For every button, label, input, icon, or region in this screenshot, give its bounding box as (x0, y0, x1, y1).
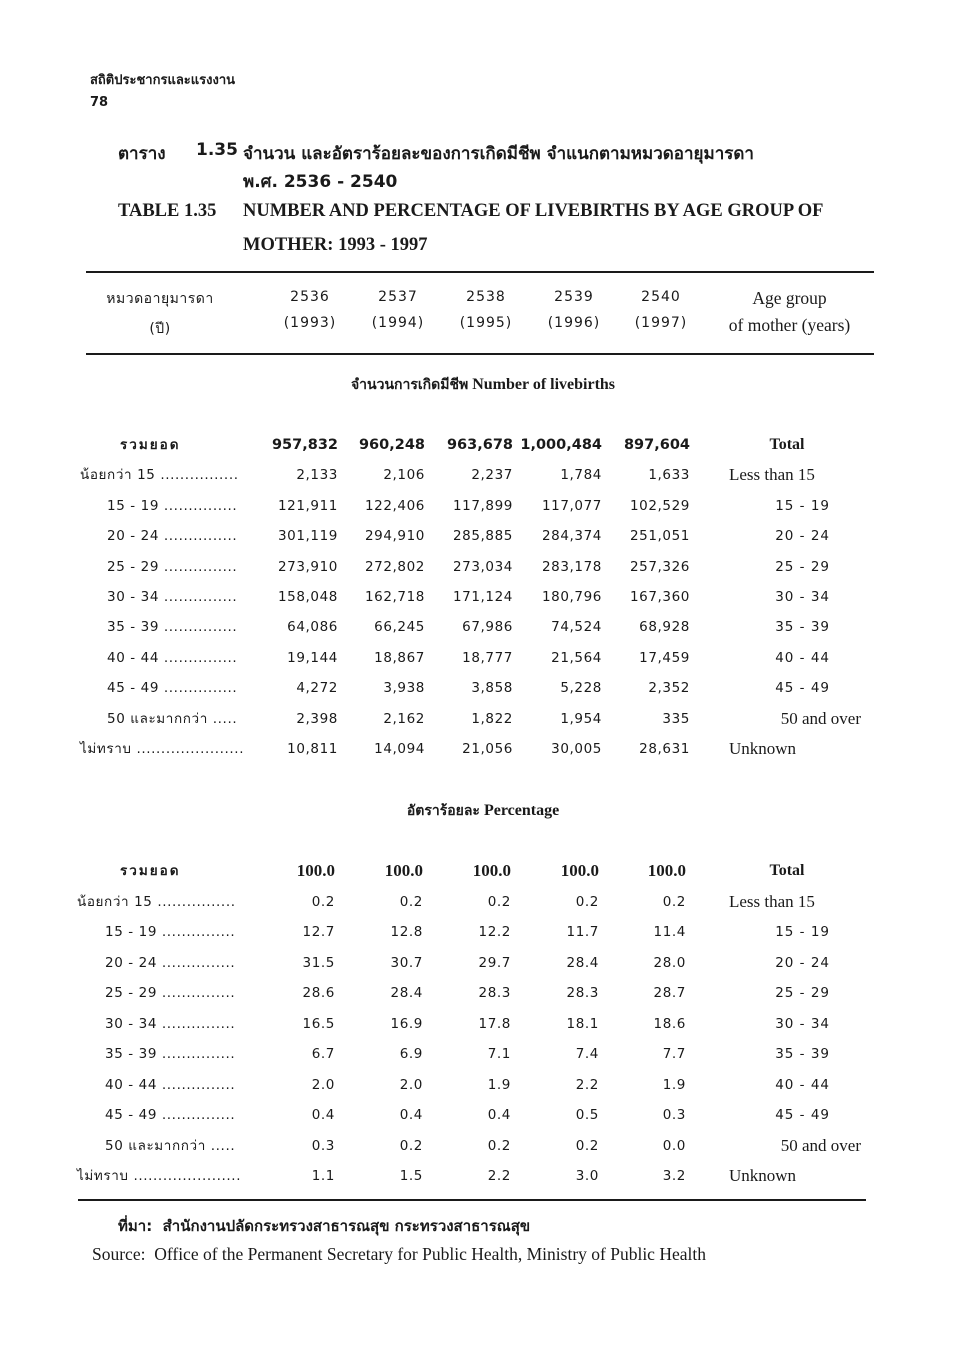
table-row (0, 1133, 966, 1159)
value-cell: 301,119 (277, 528, 338, 545)
value-cell: 100.0 (560, 861, 599, 880)
title-thai-years: พ.ศ. 2536 - 2540 (243, 172, 398, 192)
row-label-eng: 25 - 29 (775, 985, 830, 1001)
row-label-eng: Unknown (729, 1166, 797, 1185)
value-cell: 273,910 (277, 558, 338, 575)
value-cell: 28,631 (639, 741, 690, 757)
value-cell: 100.0 (647, 861, 686, 880)
value-cell: 171,124 (452, 589, 513, 605)
value-cell: 31.5 (302, 954, 335, 971)
value-cell: 121,911 (277, 497, 338, 514)
row-label-thai: 35 - 39 ............... (105, 1046, 236, 1062)
row-label-eng: 50 and over (780, 1135, 861, 1155)
row-label-thai: ไม่ทราบ ...................... (80, 741, 245, 757)
value-cell: 11.4 (653, 924, 686, 940)
value-cell: 960,248 (358, 437, 425, 453)
value-cell: 0.2 (399, 1137, 423, 1154)
source-thai: ที่มา: สำนักงานปลัดกระทรวงสาธารณสุข กระทรวงสาธารณสุข (118, 1217, 531, 1235)
value-cell: 1,000,484 (520, 437, 602, 453)
table-row (0, 1072, 966, 1098)
header-year-1: 2537 (1994) (371, 289, 425, 331)
header-year-0: 2536 (1993) (283, 289, 337, 331)
value-cell: 29.7 (478, 954, 511, 971)
value-cell: 0.3 (311, 1137, 335, 1154)
value-cell: 0.3 (662, 1107, 686, 1123)
row-label-eng: 15 - 19 (775, 497, 830, 514)
value-cell: 257,326 (629, 558, 690, 575)
value-cell: 100.0 (296, 861, 335, 880)
row-label-eng: Unknown (729, 739, 797, 758)
header-year-4: 2540 (1997) (634, 289, 688, 331)
row-label-eng: 40 - 44 (775, 1076, 830, 1093)
title-eng-label: TABLE 1.35 (118, 201, 217, 221)
value-cell: 21,564 (551, 649, 602, 666)
table-row (0, 706, 966, 732)
value-cell: 3.0 (575, 1168, 599, 1184)
value-cell: 18.6 (653, 1015, 686, 1032)
value-cell: 4,272 (296, 680, 338, 697)
value-cell: 7.7 (662, 1046, 686, 1062)
value-cell: 117,899 (452, 497, 513, 514)
table-row (0, 675, 966, 701)
row-label-thai: 40 - 44 ............... (107, 649, 238, 666)
section-number-heading: จำนวนการเกิดมีชีพ Number of livebirths (350, 376, 616, 393)
value-cell: 0.4 (487, 1107, 511, 1123)
row-label-thai: น้อยกว่า 15 ................ (77, 893, 236, 910)
value-cell: 28.4 (566, 954, 599, 971)
table-row (0, 1041, 966, 1067)
title-eng-text-2: MOTHER: 1993 - 1997 (243, 235, 428, 255)
table-row (0, 554, 966, 580)
row-label-thai: รวมยอด (120, 437, 181, 453)
value-cell: 2,352 (648, 680, 690, 697)
value-cell: 283,178 (541, 558, 602, 575)
table-row (0, 645, 966, 671)
value-cell: 5,228 (560, 680, 602, 697)
row-label-eng: 20 - 24 (775, 528, 830, 545)
value-cell: 28.4 (390, 985, 423, 1001)
title-thai-number: 1.35 (196, 140, 238, 160)
value-cell: 1,822 (471, 710, 513, 727)
value-cell: 2.0 (399, 1076, 423, 1093)
publication-title: สถิติประชากรและแรงงาน (90, 73, 236, 88)
value-cell: 0.4 (311, 1107, 335, 1123)
value-cell: 2,133 (296, 467, 338, 484)
row-label-thai: 15 - 19 ............... (105, 924, 236, 940)
table-row (0, 584, 966, 610)
row-label-thai: 15 - 19 ............... (107, 497, 238, 514)
value-cell: 158,048 (277, 589, 338, 605)
table-row (0, 919, 966, 945)
value-cell: 1,954 (560, 710, 602, 727)
value-cell: 17,459 (639, 649, 690, 666)
value-cell: 0.2 (575, 893, 599, 910)
value-cell: 11.7 (566, 924, 599, 940)
header-age-group-thai: หมวดอายุมารดา (ปี) (106, 291, 214, 337)
header-year-3: 2539 (1996) (547, 289, 601, 331)
title-eng-text: NUMBER AND PERCENTAGE OF LIVEBIRTHS BY AGE GROUP OF (243, 201, 824, 221)
value-cell: 272,802 (364, 558, 425, 575)
row-label-eng: 50 and over (780, 708, 861, 728)
value-cell: 1,633 (648, 467, 690, 484)
row-label-thai: 50 และมากกว่า ..... (107, 710, 238, 727)
value-cell: 30,005 (551, 741, 602, 757)
table-row (0, 432, 966, 458)
value-cell: 16.9 (390, 1015, 423, 1032)
value-cell: 66,245 (374, 619, 425, 636)
header-year-2: 2538 (1995) (459, 289, 513, 331)
value-cell: 2,106 (383, 467, 425, 484)
row-label-eng: 25 - 29 (775, 558, 830, 575)
value-cell: 0.2 (311, 893, 335, 910)
value-cell: 273,034 (452, 558, 513, 575)
value-cell: 1.5 (399, 1168, 423, 1184)
value-cell: 12.8 (390, 924, 423, 940)
table-row (0, 1011, 966, 1037)
value-cell: 122,406 (364, 497, 425, 514)
table-row (0, 950, 966, 976)
row-label-thai: 30 - 34 ............... (107, 589, 238, 605)
value-cell: 21,056 (462, 741, 513, 757)
value-cell: 251,051 (629, 528, 690, 545)
value-cell: 30.7 (390, 954, 423, 971)
value-cell: 28.7 (653, 985, 686, 1001)
table-row (0, 462, 966, 488)
header-age-group-eng: Age group of mother (years) (728, 288, 851, 335)
value-cell: 1.9 (662, 1076, 686, 1093)
value-cell: 1,784 (560, 467, 602, 484)
row-label-eng: 20 - 24 (775, 954, 830, 971)
row-label-thai: 20 - 24 ............... (107, 528, 238, 545)
bottom-rule (78, 1199, 866, 1201)
table-row (0, 980, 966, 1006)
value-cell: 3,938 (383, 680, 425, 697)
section-percent-heading: อัตราร้อยละ Percentage (406, 802, 560, 819)
value-cell: 284,374 (541, 528, 602, 545)
row-label-eng: 15 - 19 (775, 924, 830, 940)
value-cell: 102,529 (629, 497, 690, 514)
row-label-eng: 35 - 39 (775, 619, 830, 636)
value-cell: 3,858 (471, 680, 513, 697)
row-label-eng: Total (769, 862, 805, 879)
value-cell: 28.0 (653, 954, 686, 971)
table-row (0, 889, 966, 915)
row-label-eng: 30 - 34 (775, 589, 830, 605)
value-cell: 897,604 (623, 437, 690, 453)
value-cell: 28.3 (566, 985, 599, 1001)
value-cell: 18,867 (374, 649, 425, 666)
row-label-eng: 45 - 49 (775, 1107, 830, 1123)
value-cell: 17.8 (478, 1015, 511, 1032)
value-cell: 12.2 (478, 924, 511, 940)
value-cell: 963,678 (446, 437, 513, 453)
value-cell: 7.4 (575, 1046, 599, 1062)
row-label-eng: Total (769, 436, 805, 453)
top-rule (86, 271, 874, 273)
value-cell: 19,144 (287, 649, 338, 666)
title-thai-label: ตาราง (118, 144, 166, 164)
value-cell: 28.3 (478, 985, 511, 1001)
value-cell: 957,832 (271, 437, 338, 453)
value-cell: 3.2 (662, 1168, 686, 1184)
value-cell: 285,885 (452, 528, 513, 545)
value-cell: 6.9 (399, 1046, 423, 1062)
row-label-thai: 20 - 24 ............... (105, 954, 236, 971)
value-cell: 0.5 (575, 1107, 599, 1123)
value-cell: 28.6 (302, 985, 335, 1001)
row-label-thai: 25 - 29 ............... (105, 985, 236, 1001)
table-row (0, 736, 966, 762)
value-cell: 68,928 (639, 619, 690, 636)
value-cell: 14,094 (374, 741, 425, 757)
value-cell: 0.4 (399, 1107, 423, 1123)
value-cell: 2,398 (296, 710, 338, 727)
row-label-thai: 45 - 49 ............... (105, 1107, 236, 1123)
value-cell: 1.1 (311, 1168, 335, 1184)
value-cell: 0.0 (662, 1137, 686, 1154)
value-cell: 167,360 (629, 589, 690, 605)
title-thai-text: จำนวน และอัตราร้อยละของการเกิดมีชีพ จำแนกตามหมวดอายุมารดา (243, 144, 754, 164)
value-cell: 0.2 (399, 893, 423, 910)
value-cell: 10,811 (287, 741, 338, 757)
page-number: 78 (90, 95, 109, 110)
value-cell: 0.2 (575, 1137, 599, 1154)
header-bottom-rule (86, 353, 874, 355)
table-row (0, 523, 966, 549)
value-cell: 67,986 (462, 619, 513, 636)
row-label-eng: 45 - 49 (775, 680, 830, 697)
value-cell: 117,077 (541, 497, 602, 514)
value-cell: 6.7 (311, 1046, 335, 1062)
value-cell: 16.5 (302, 1015, 335, 1032)
value-cell: 162,718 (364, 589, 425, 605)
value-cell: 12.7 (302, 924, 335, 940)
value-cell: 2,162 (383, 710, 425, 727)
row-label-thai: ไม่ทราบ ...................... (77, 1168, 242, 1184)
row-label-thai: 35 - 39 ............... (107, 619, 238, 636)
row-label-thai: 25 - 29 ............... (107, 558, 238, 575)
row-label-thai: 40 - 44 ............... (105, 1076, 236, 1093)
row-label-eng: 40 - 44 (775, 649, 830, 666)
value-cell: 0.2 (662, 893, 686, 910)
row-label-eng: Less than 15 (729, 891, 815, 911)
value-cell: 74,524 (551, 619, 602, 636)
value-cell: 100.0 (384, 861, 423, 880)
table-row (0, 1163, 966, 1189)
value-cell: 335 (662, 710, 690, 727)
source-eng: Source: Office of the Permanent Secretary for Public Health, Ministry of Public Health (92, 1244, 706, 1264)
value-cell: 0.2 (487, 893, 511, 910)
table-row (0, 858, 966, 884)
row-label-thai: 50 และมากกว่า ..... (105, 1137, 236, 1154)
value-cell: 1.9 (487, 1076, 511, 1093)
value-cell: 18.1 (566, 1015, 599, 1032)
value-cell: 64,086 (287, 619, 338, 636)
value-cell: 2,237 (471, 467, 513, 484)
value-cell: 180,796 (541, 589, 602, 605)
table-row (0, 1102, 966, 1128)
row-label-eng: 35 - 39 (775, 1046, 830, 1062)
running-head (90, 70, 235, 114)
row-label-eng: 30 - 34 (775, 1015, 830, 1032)
value-cell: 7.1 (487, 1046, 511, 1062)
row-label-eng: Less than 15 (729, 465, 815, 485)
value-cell: 0.2 (487, 1137, 511, 1154)
table-row (0, 614, 966, 640)
row-label-thai: 30 - 34 ............... (105, 1015, 236, 1032)
value-cell: 2.2 (487, 1168, 511, 1184)
value-cell: 2.2 (575, 1076, 599, 1093)
value-cell: 100.0 (472, 861, 511, 880)
row-label-thai: 45 - 49 ............... (107, 680, 238, 697)
value-cell: 294,910 (364, 528, 425, 545)
row-label-thai: รวมยอด (120, 863, 181, 879)
value-cell: 2.0 (311, 1076, 335, 1093)
value-cell: 18,777 (462, 649, 513, 666)
table-row (0, 493, 966, 519)
row-label-thai: น้อยกว่า 15 ................ (80, 467, 239, 484)
